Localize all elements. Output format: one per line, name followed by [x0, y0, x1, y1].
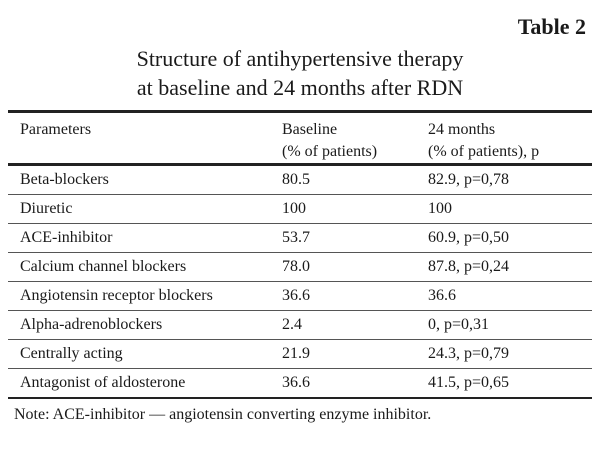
cell-parameter: Diuretic — [8, 195, 282, 224]
cell-baseline: 36.6 — [282, 282, 428, 311]
cell-24-months: 82.9, p=0,78 — [428, 165, 592, 195]
header-baseline — [282, 112, 428, 165]
table-footnote: Note: ACE-inhibitor — angiotensin converting enzyme inhibitor. — [14, 406, 432, 423]
cell-parameter: Centrally acting — [8, 340, 282, 369]
table-row — [8, 369, 592, 399]
header-parameters — [8, 112, 282, 165]
header-24-months — [428, 112, 592, 165]
header-baseline-line-2: (% of patients) — [282, 143, 378, 160]
cell-parameter: ACE-inhibitor — [8, 224, 282, 253]
cell-baseline: 53.7 — [282, 224, 428, 253]
header-baseline-line-1: Baseline — [282, 121, 338, 138]
table-row — [8, 282, 592, 311]
table-row — [8, 311, 592, 340]
table-number-label: Table 2 — [517, 14, 586, 39]
cell-baseline: 80.5 — [282, 165, 428, 195]
cell-parameter: Alpha-adrenoblockers — [8, 311, 282, 340]
cell-baseline: 21.9 — [282, 340, 428, 369]
cell-baseline: 78.0 — [282, 253, 428, 282]
cell-parameter: Calcium channel blockers — [8, 253, 282, 282]
cell-parameter: Antagonist of aldosterone — [8, 369, 282, 399]
cell-baseline: 2.4 — [282, 311, 428, 340]
header-24-months-line-2: (% of patients), p — [428, 143, 540, 160]
table-row — [8, 165, 592, 195]
cell-24-months: 0, p=0,31 — [428, 311, 592, 340]
cell-24-months: 100 — [428, 195, 592, 224]
header-24-months-line-1: 24 months — [428, 121, 496, 138]
cell-parameter: Angiotensin receptor blockers — [8, 282, 282, 311]
cell-baseline: 100 — [282, 195, 428, 224]
cell-baseline: 36.6 — [282, 369, 428, 399]
table-row — [8, 195, 592, 224]
table-row — [8, 340, 592, 369]
table-header-row — [8, 112, 592, 165]
therapy-table — [8, 110, 592, 399]
table-title-line-1: Structure of antihypertensive therapy — [136, 46, 464, 71]
cell-24-months: 60.9, p=0,50 — [428, 224, 592, 253]
cell-24-months: 41.5, p=0,65 — [428, 369, 592, 399]
cell-24-months: 87.8, p=0,24 — [428, 253, 592, 282]
table-row — [8, 224, 592, 253]
header-parameters-text: Parameters — [20, 121, 92, 138]
table-title-line-2: at baseline and 24 months after RDN — [136, 75, 464, 100]
table-row — [8, 253, 592, 282]
cell-24-months: 24.3, p=0,79 — [428, 340, 592, 369]
table-title — [0, 44, 600, 102]
cell-parameter: Beta-blockers — [8, 165, 282, 195]
cell-24-months: 36.6 — [428, 282, 592, 311]
